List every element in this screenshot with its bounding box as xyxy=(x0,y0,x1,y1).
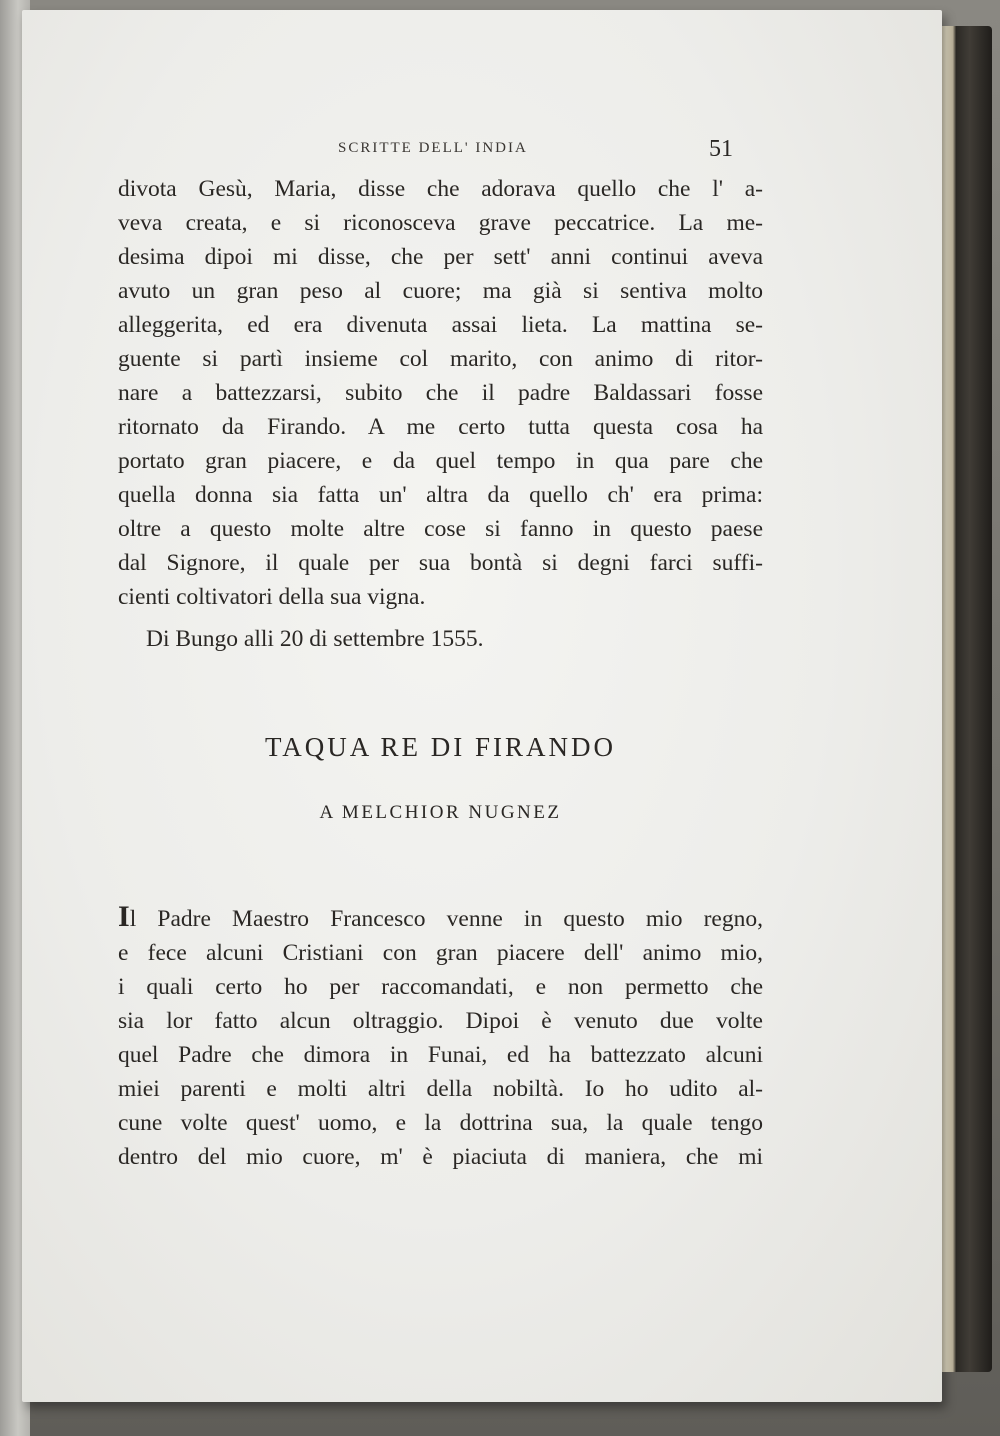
letter-title: TAQUA RE DI FIRANDO xyxy=(264,732,617,762)
text-line: quella donna sia fatta un' altra da quello ch' era prima: xyxy=(118,482,763,508)
book-cover-edge xyxy=(936,26,992,1372)
letter-subtitle: A MELCHIOR NUGNEZ xyxy=(319,802,562,823)
text-line: dal Signore, il quale per sua bontà si degni farci suffi- xyxy=(118,550,763,576)
text-line: e fece alcuni Cristiani con gran piacere dell' animo mio, xyxy=(118,940,763,966)
text-line: oltre a questo molte altre cose si fanno in questo paese xyxy=(118,516,763,542)
text-line: ritornato da Firando. A me certo tutta questa cosa ha xyxy=(118,414,763,440)
text-line: quel Padre che dimora in Funai, ed ha battezzato alcuni xyxy=(118,1042,763,1068)
running-head xyxy=(118,136,733,166)
text-line: sia lor fatto alcun oltraggio. Dipoi è venuto due volte xyxy=(118,1008,763,1034)
text-line: portato gran piacere, e da quel tempo in qua pare che xyxy=(118,448,763,474)
text-line: dentro del mio cuore, m' è piaciuta di maniera, che mi xyxy=(118,1144,763,1170)
text-line: alleggerita, ed era divenuta assai lieta. La mattina se- xyxy=(118,312,763,338)
text-line: veva creata, e si riconosceva grave peccatrice. La me- xyxy=(118,210,763,236)
text-line: cune volte quest' uomo, e la dottrina sua, la quale tengo xyxy=(118,1110,763,1136)
drop-cap: I xyxy=(118,900,130,933)
letter-closing: Di Bungo alli 20 di settembre 1555. xyxy=(146,626,484,652)
text-line: avuto un gran peso al cuore; ma già si sentiva molto xyxy=(118,278,763,304)
first-text-line xyxy=(118,900,763,934)
page-number: 51 xyxy=(709,136,733,162)
text-line: guente si partì insieme col marito, con animo di ritor- xyxy=(118,346,763,372)
text-line: miei parenti e molti altri della nobiltà. Io ho udito al- xyxy=(118,1076,763,1102)
text-line: desima dipoi mi disse, che per sett' anni continui aveva xyxy=(118,244,763,270)
text-line: nare a battezzarsi, subito che il padre Baldassari fosse xyxy=(118,380,763,406)
running-head-title: SCRITTE DELL' INDIA xyxy=(338,140,528,156)
first-line-text: l Padre Maestro Francesco venne in questo mio regno, xyxy=(129,906,763,932)
text-line: cienti coltivatori della sua vigna. xyxy=(118,584,426,610)
text-line: divota Gesù, Maria, disse che adorava quello che l' a- xyxy=(118,176,763,202)
text-line: i quali certo ho per raccomandati, e non permetto che xyxy=(118,974,763,1000)
